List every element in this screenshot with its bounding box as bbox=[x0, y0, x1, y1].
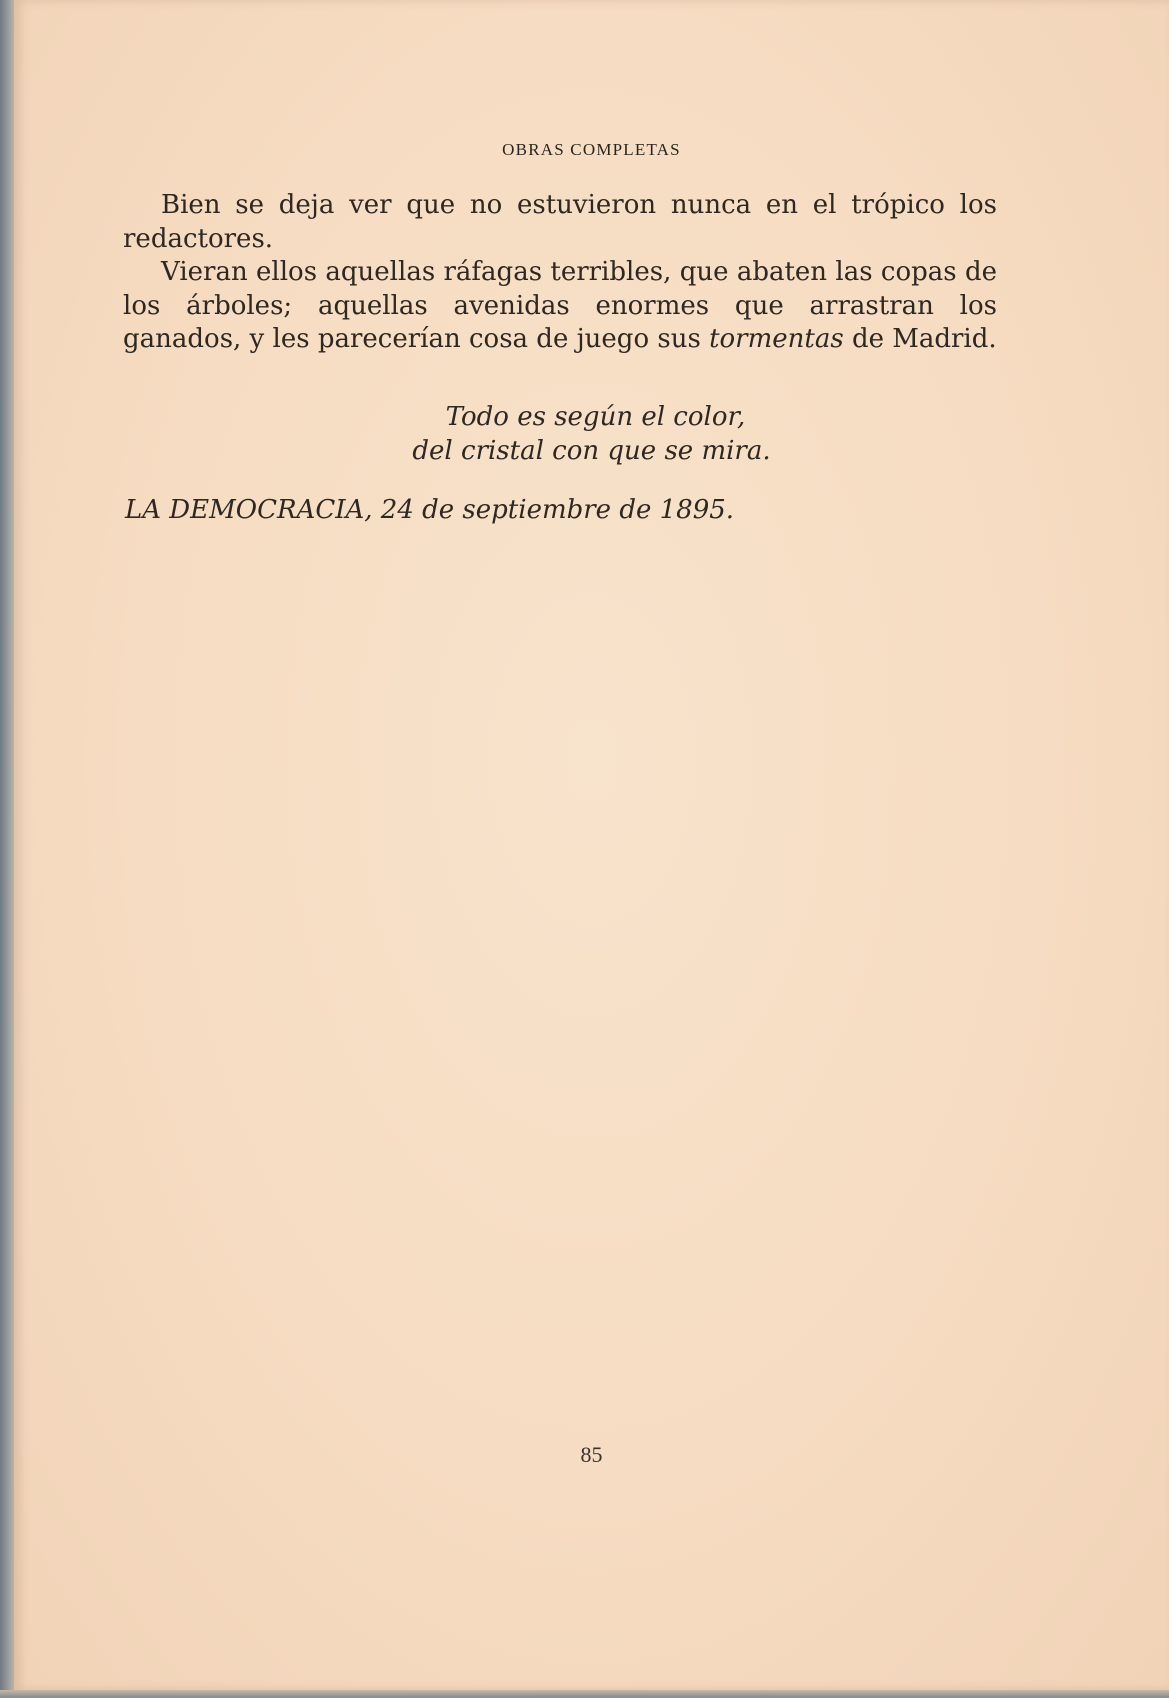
verse-line-2: del cristal con que se mira. bbox=[412, 436, 771, 466]
verse-quote bbox=[14, 400, 1169, 468]
book-page bbox=[14, 0, 1169, 1690]
source-signature: LA DEMOCRACIA, 24 de septiembre de 1895. bbox=[125, 495, 735, 525]
page-number: 85 bbox=[580, 1442, 603, 1467]
paragraph-2-end: de Madrid. bbox=[851, 324, 997, 354]
running-title: OBRAS COMPLETAS bbox=[502, 140, 681, 159]
verse-line-1: Todo es según el color, bbox=[445, 402, 746, 432]
paragraph-1: Bien se deja ver que no estuvieron nunca en el trópico los redactores. bbox=[123, 190, 997, 254]
body-text bbox=[123, 189, 997, 357]
scan-edge-left bbox=[0, 0, 14, 1698]
paragraph-2 bbox=[123, 256, 997, 357]
italic-word-tormentas: tormentas bbox=[709, 324, 844, 354]
scan-edge-bottom bbox=[0, 1690, 1169, 1698]
paragraph-2-text: Vieran ellos aquellas ráfagas terribles, que abaten las copas de los árboles; aquellas avenidas enormes que arrastran los ganados, y les parecerían cosa de juego sus bbox=[123, 257, 997, 354]
